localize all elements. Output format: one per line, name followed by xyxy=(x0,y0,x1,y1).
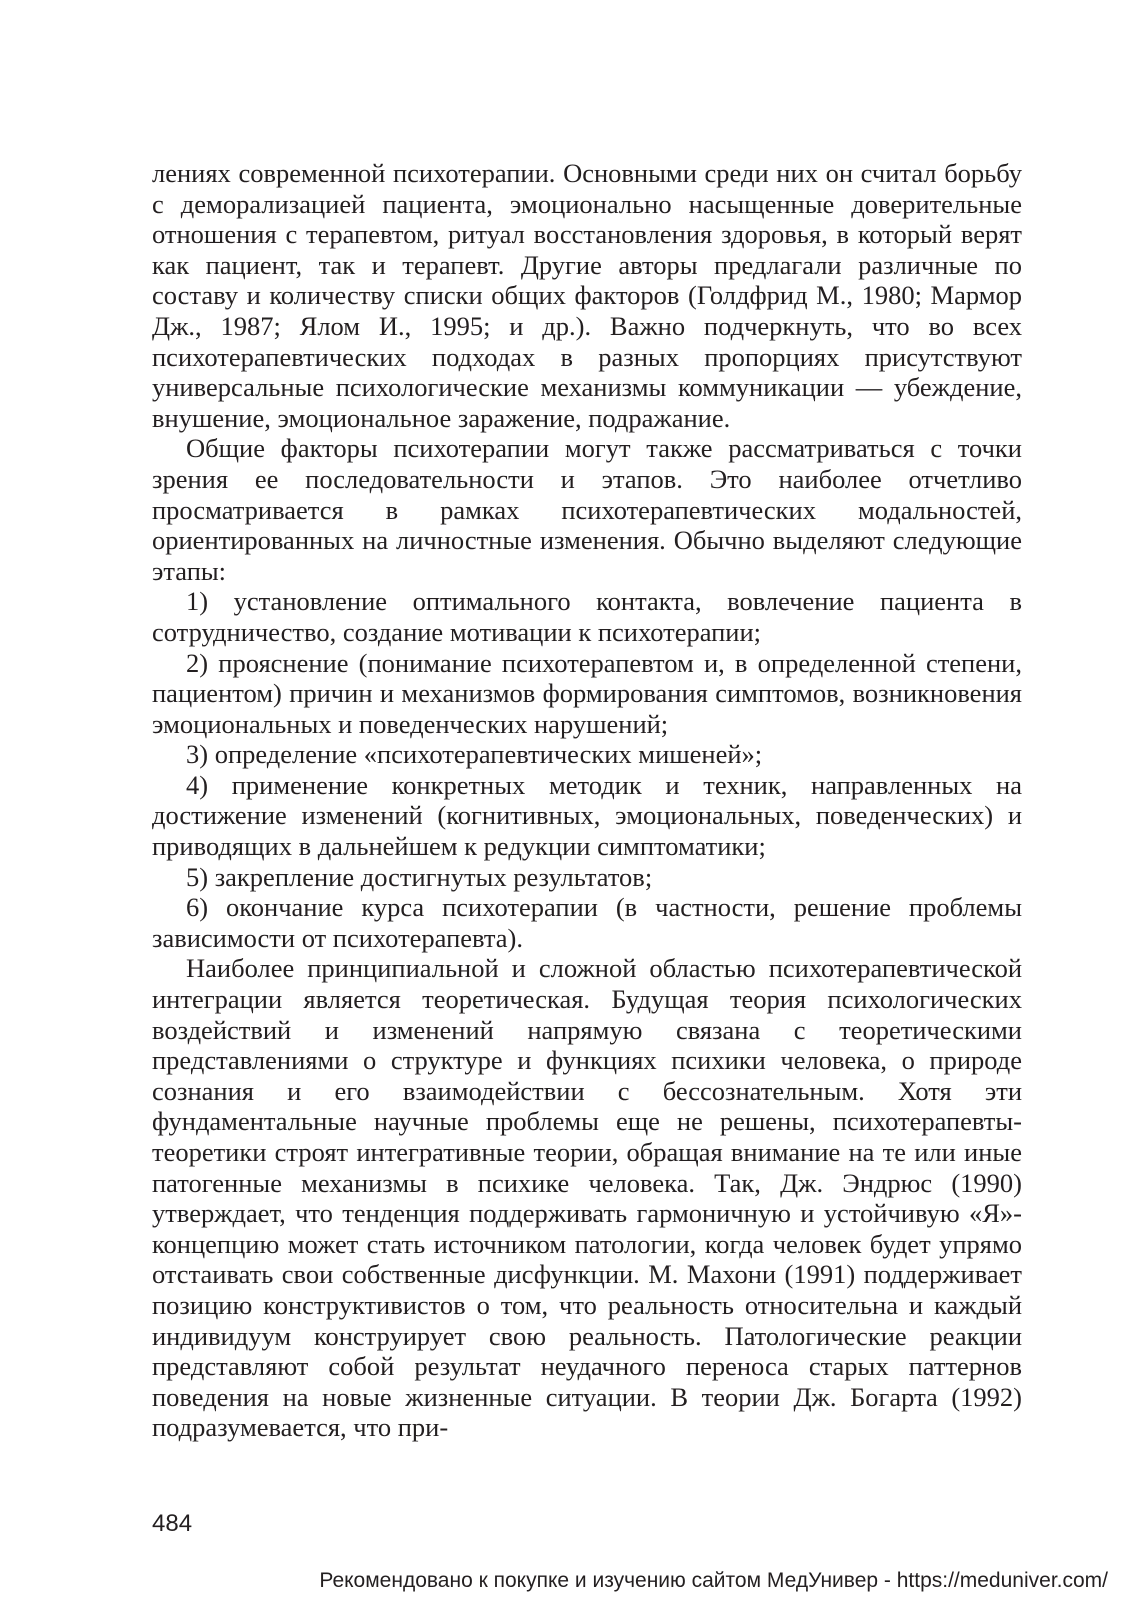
paragraph-continued: лениях современной психотерапии. Основными среди них он считал борьбу с деморализацией пациента, эмоционально насыщенные доверительные отношения с терапевтом, ритуал восстановления здоровья, в который верят как пациент, так и терапевт. Другие авторы предлагали различные по составу и количеству списки общих факторов (Голдфрид М., 1980; Мармор Дж., 1987; Ялом И., 1995; и др.). Важно подчеркнуть, что во всех психотерапевтических подходах в разных пропорциях присутствуют универсальные психологические механизмы коммуникации — убеждение, внушение, эмоциональное заражение, подражание. xyxy=(152,158,1022,433)
footer-watermark-text: Рекомендовано к покупке и изучению сайтом МедУнивер - https://meduniver.com/ xyxy=(319,1569,1108,1592)
list-item-stage-5: 5) закрепление достигнутых результатов; xyxy=(186,861,653,892)
list-item-stage-2: 2) прояснение (понимание психотерапевтом и, в определенной степени, пациентом) причин и механизмов формирования симптомов, возникновения эмоциональных и поведенческих нарушений; xyxy=(152,647,1022,739)
list-item-stage-1: 1) установление оптимального контакта, вовлечение пациента в сотрудничество, создание мотивации к психотерапии; xyxy=(152,586,1022,647)
page-number: 484 xyxy=(152,1510,193,1537)
paragraph-theoretical-integration: Наиболее принципиальной и сложной областью психотерапевтической интеграции является теоретическая. Будущая теория психологических воздействий и изменений напрямую связана с теоретическими представлениями о структуре и функциях психики человека, о природе сознания и его взаимодействии с бессознательным. Хотя эти фундаментальные научные проблемы еще не решены, психотерапевты-теоретики строят интегративные теории, обращая внимание на те или иные патогенные механизмы в психике человека. Так, Дж. Эндрюс (1990) утверждает, что тенденция поддерживать гармоничную и устойчивую «Я»-концепцию может стать источником патологии, когда человек будет упрямо отстаивать свои собственные дисфункции. М. Махони (1991) поддерживает позицию конструктивистов о том, что реальность относительна и каждый индивидуум конструирует свою реальность. Патологические реакции представляют собой результат неудачного переноса старых паттернов поведения на новые жизненные ситуации. В теории Дж. Богарта (1992) подразумевается, что при- xyxy=(152,953,1022,1443)
list-item-stage-4: 4) применение конкретных методик и техник, направленных на достижение изменений (когнитивных, эмоциональных, поведенческих) и приводящих в дальнейшем к редукции симптоматики; xyxy=(152,769,1022,862)
list-item-stage-6: 6) окончание курса психотерапии (в частности, решение проблемы зависимости от психотерапевта). xyxy=(152,892,1022,953)
paragraph-stages-intro: Общие факторы психотерапии могут также рассматриваться с точки зрения ее последовательности и этапов. Это наиболее отчетливо просматривается в рамках психотерапевтических модальностей, ориентированных на личностные изменения. Обычно выделяют следующие этапы: xyxy=(152,433,1022,586)
body-text xyxy=(152,158,1022,1443)
list-item-stage-3: 3) определение «психотерапевтических мишеней»; xyxy=(186,739,763,770)
